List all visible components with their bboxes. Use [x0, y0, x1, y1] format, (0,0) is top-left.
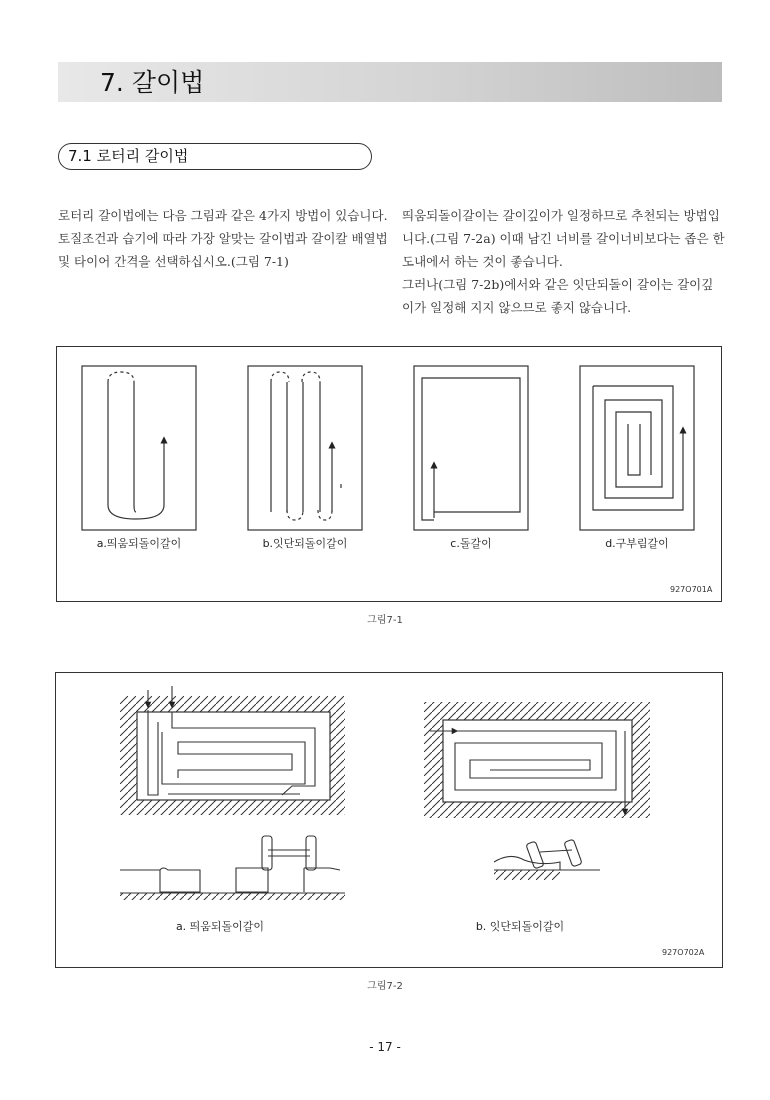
body-left-line: 및 타이어 간격을 선택하십시오.(그림 7-1) [58, 254, 289, 269]
fig1-label-b: b.잇단되돌이갈이 [262, 537, 348, 550]
body-right-line: 띄움되돌이갈이는 갈이깊이가 일정하므로 추천되는 방법입 [402, 208, 720, 223]
figure-7-1-caption: 그림7-1 [367, 615, 403, 626]
fig1-label-a: a.띄움되돌이갈이 [96, 537, 182, 550]
body-right-line: 이가 일정해 지지 않으므로 좋지 않습니다. [402, 300, 632, 315]
body-right-line: 도내에서 하는 것이 좋습니다. [402, 254, 563, 269]
fig1-code: 927O701A [670, 585, 713, 594]
fig1-label-d: d.구부림갈이 [605, 537, 669, 550]
body-right-line: 그러나(그림 7-2b)에서와 같은 잇단되돌이 갈이는 갈이깊 [402, 277, 714, 292]
fig2-code: 927O702A [662, 948, 705, 957]
body-left-line: 로터리 갈이법에는 다음 그림과 같은 4가지 방법이 있습니다. [58, 208, 388, 223]
fig2-label-a: a. 띄움되돌이갈이 [175, 920, 265, 933]
body-left-line: 토질조건과 습기에 따라 가장 알맞는 갈이법과 갈이칼 배열법 [58, 231, 388, 246]
fig1-label-c: c.돌갈이 [450, 537, 492, 550]
figure-7-2-caption: 그림7-2 [367, 981, 403, 992]
page-number: - 17 - [369, 1040, 401, 1054]
fig2-label-b: b. 잇단되돌이갈이 [475, 920, 565, 933]
body-right-line: 니다.(그림 7-2a) 이때 남긴 너비를 갈이너비보다는 좁은 한 [402, 231, 725, 246]
section-title: 7.1 로터리 갈이법 [68, 147, 189, 165]
chapter-title: 7. 갈이법 [100, 68, 205, 97]
